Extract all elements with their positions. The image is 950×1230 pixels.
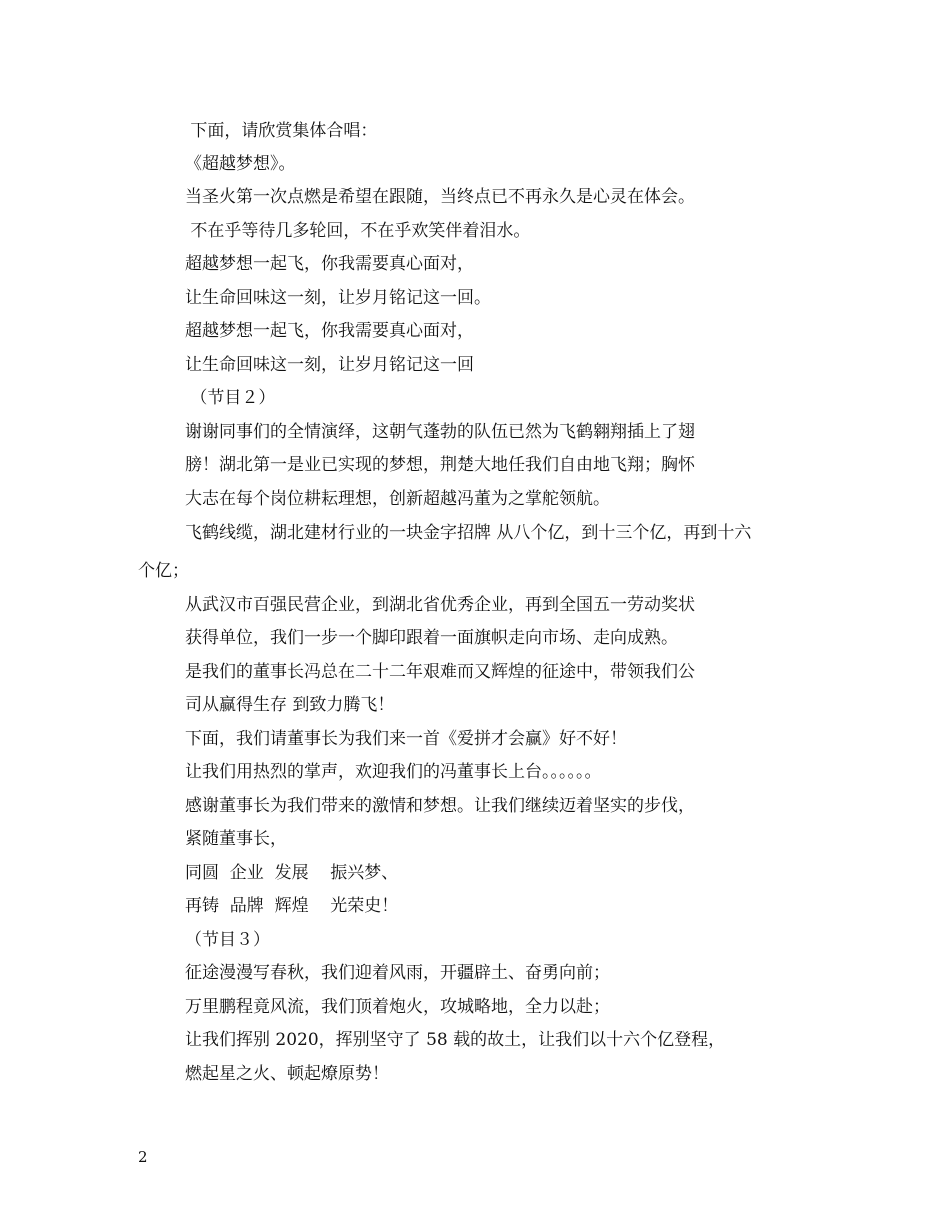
- text-line: 飞鹤线缆，湖北建材行业的一块金字招牌 从八个亿，到十三个亿，再到十六: [185, 523, 752, 543]
- text-line: 膀！湖北第一是业已实现的梦想，荆楚大地任我们自由地飞翔；胸怀: [185, 455, 695, 475]
- text-line: 司从赢得生存 到致力腾飞！: [185, 695, 395, 715]
- text-line: 从武汉市百强民营企业，到湖北省优秀企业，再到全国五一劳动奖状: [185, 595, 695, 615]
- page-number: 2: [138, 1148, 148, 1166]
- text-line: 征途漫漫写春秋，我们迎着风雨，开疆辟土、奋勇向前；: [185, 963, 610, 983]
- text-line: 下面，请欣赏集体合唱：: [185, 121, 378, 141]
- text-line: 紧随董事长，: [185, 829, 287, 849]
- text-line: 下面，我们请董事长为我们来一首《爱拼才会赢》好不好！: [185, 729, 627, 749]
- text-line: 让我们用热烈的掌声，欢迎我们的冯董事长上台。。。。。。: [185, 762, 602, 782]
- text-line: 《超越梦想》。: [185, 154, 296, 174]
- section-label: （节目２）: [185, 388, 276, 408]
- text-line: 让我们挥别 2020，挥别坚守了 58 载的故土，让我们以十六个亿登程，: [185, 1030, 726, 1050]
- text-line: 让生命回味这一刻，让岁月铭记这一回: [185, 355, 474, 375]
- text-line: 是我们的董事长冯总在二十二年艰难而又辉煌的征途中，带领我们公: [185, 662, 695, 682]
- text-line: 超越梦想一起飞，你我需要真心面对，: [185, 321, 474, 341]
- text-line: 再铸 品牌 辉煌 光荣史！: [185, 896, 399, 916]
- text-line: 超越梦想一起飞，你我需要真心面对，: [185, 254, 474, 274]
- text-line: 感谢董事长为我们带来的激情和梦想。让我们继续迈着坚实的步伐，: [185, 796, 695, 816]
- text-line: 让生命回味这一刻，让岁月铭记这一回。: [185, 288, 491, 308]
- text-line: 燃起星之火、顿起燎原势！: [185, 1064, 389, 1084]
- section-label: （节目３）: [185, 930, 270, 950]
- text-line: 同圆 企业 发展 振兴梦、: [185, 863, 399, 883]
- text-line: 个亿；: [138, 561, 189, 581]
- text-line: 谢谢同事们的全情演绎，这朝气蓬勃的队伍已然为飞鹤翱翔插上了翅: [185, 422, 695, 442]
- text-line: 不在乎等待几多轮回，不在乎欢笑伴着泪水。: [185, 221, 531, 241]
- text-line: 获得单位，我们一步一个脚印跟着一面旗帜走向市场、走向成熟。: [185, 628, 678, 648]
- text-line: 大志在每个岗位耕耘理想，创新超越冯董为之掌舵领航。: [185, 489, 610, 509]
- text-line: 万里鹏程竟风流，我们顶着炮火，攻城略地，全力以赴；: [185, 997, 610, 1017]
- text-line: 当圣火第一次点燃是希望在跟随，当终点已不再永久是心灵在体会。: [185, 187, 695, 207]
